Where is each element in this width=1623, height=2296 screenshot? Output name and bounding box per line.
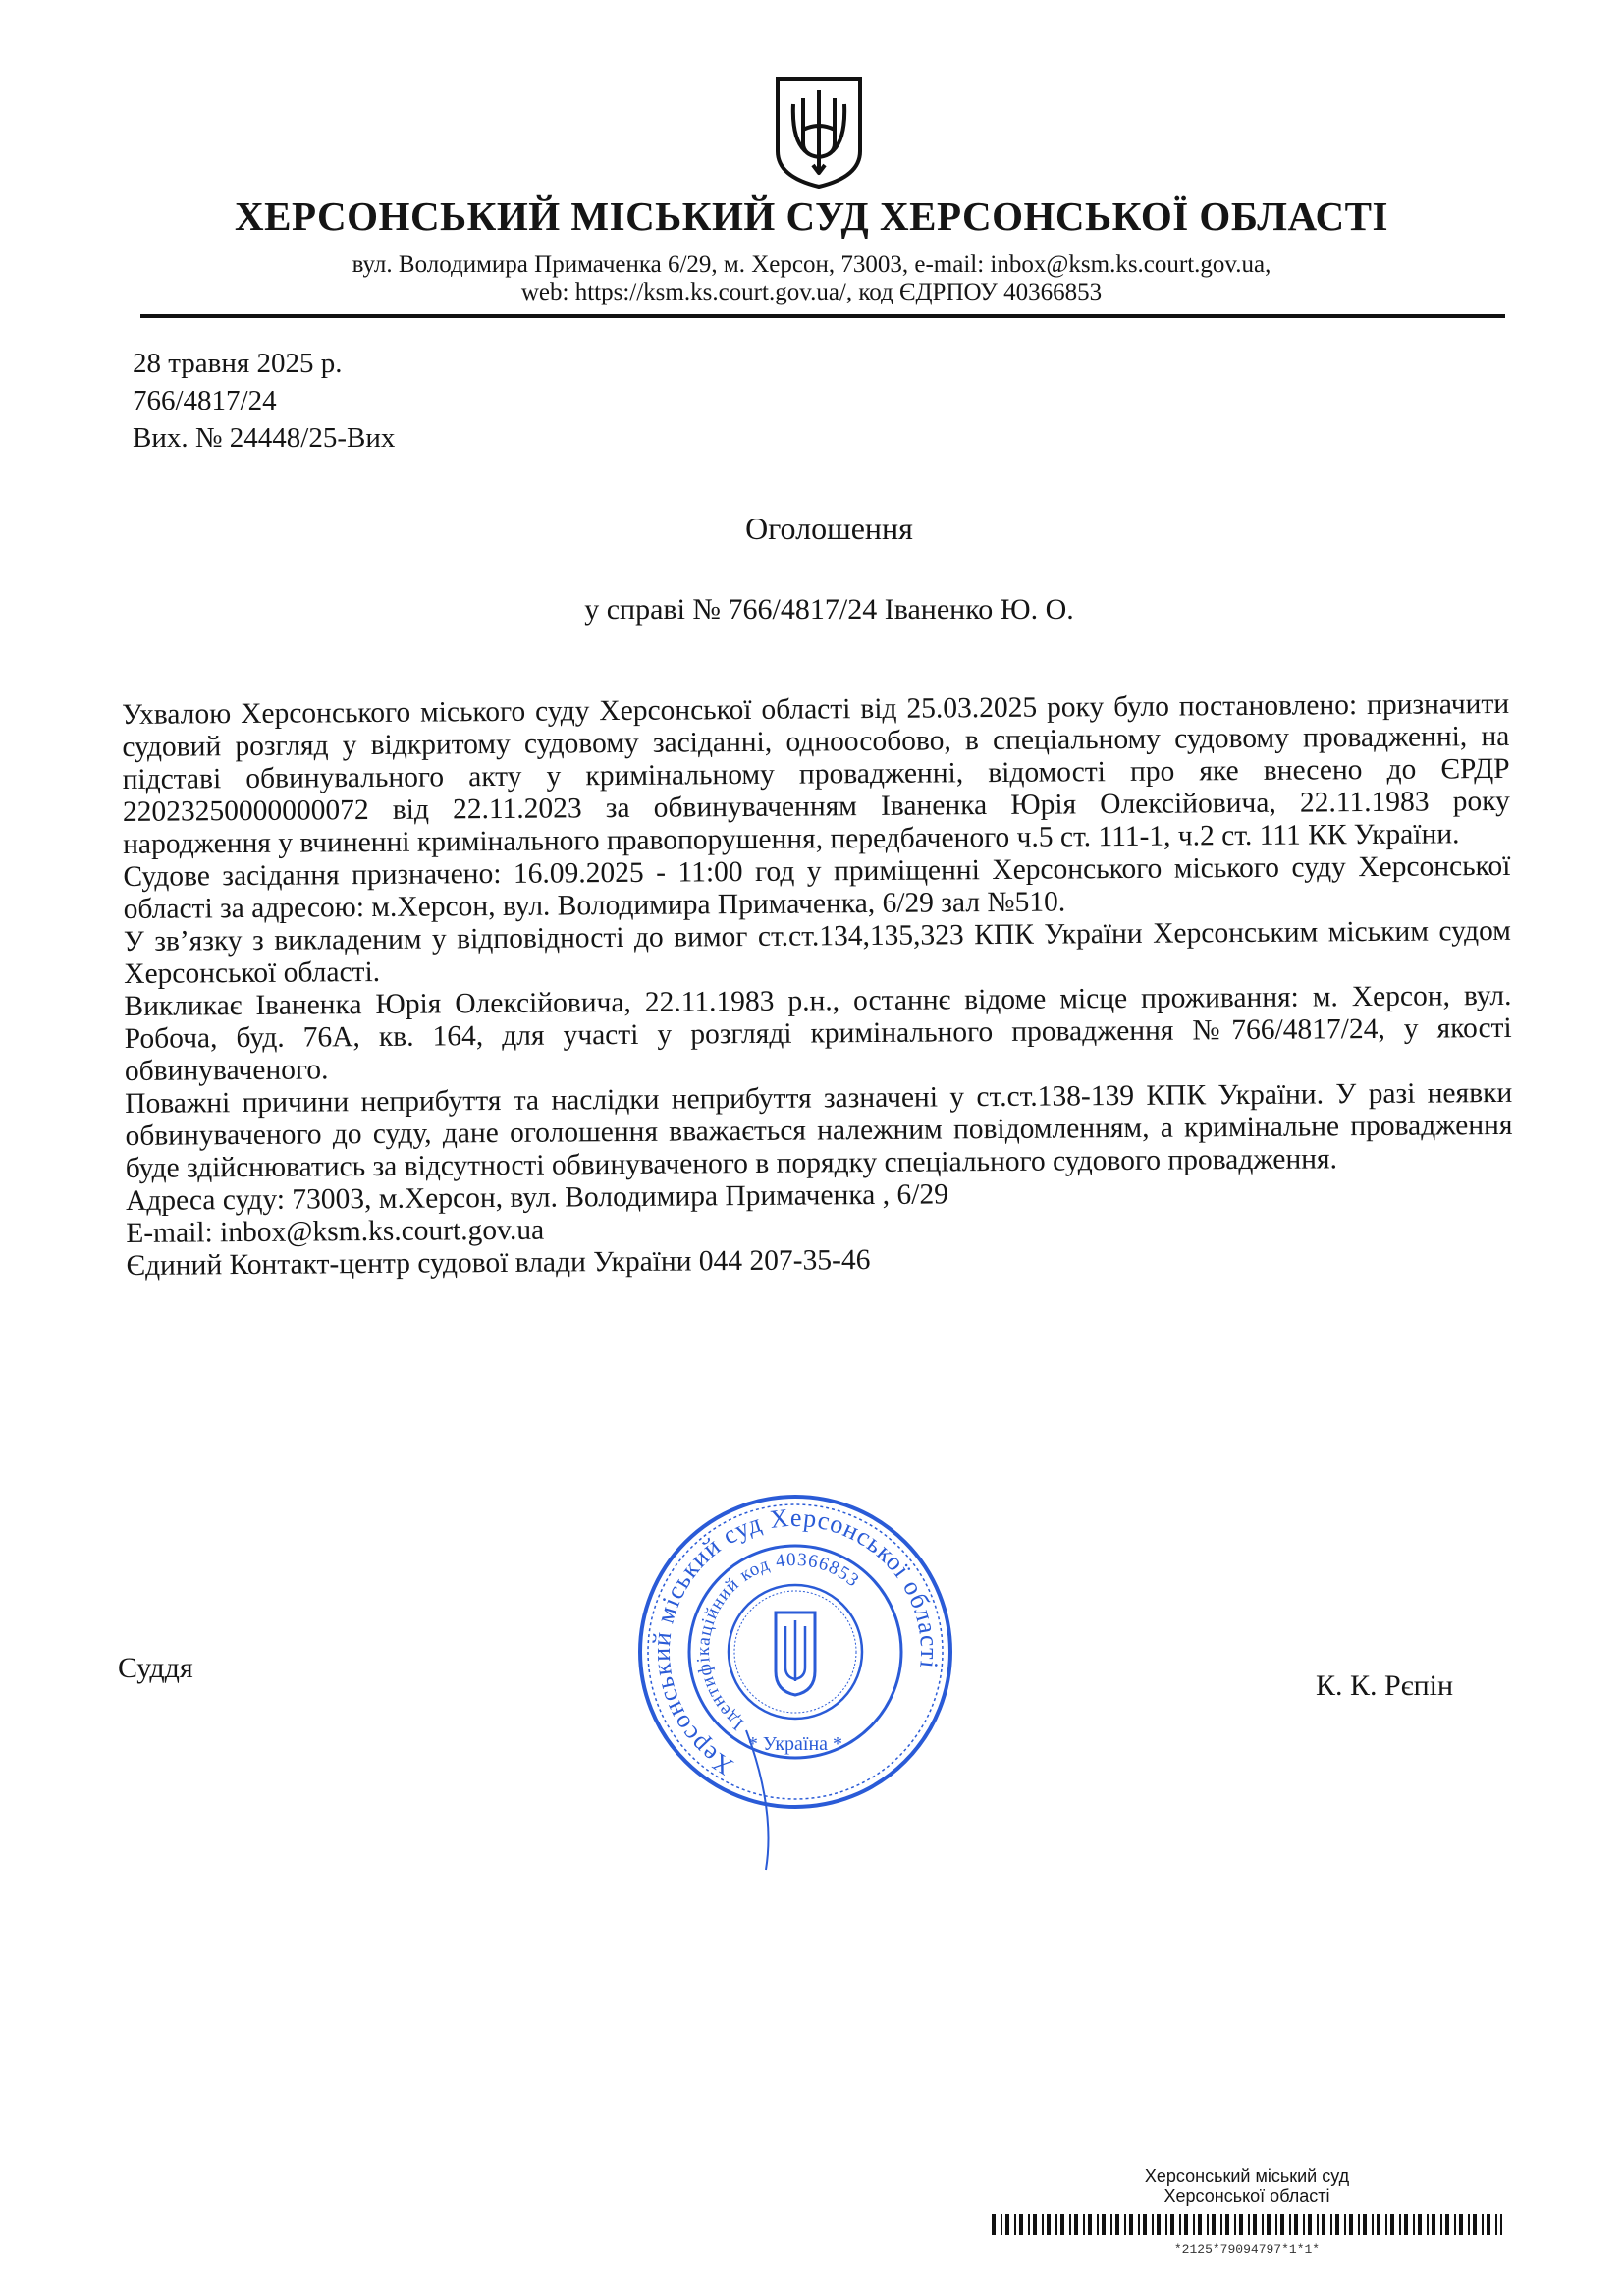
barcode-bar xyxy=(1042,2214,1044,2235)
barcode-bar xyxy=(1069,2214,1071,2235)
court-name: ХЕРСОНСЬКИЙ МІСЬКИЙ СУД ХЕРСОНСЬКОЇ ОБЛАСТІ xyxy=(235,193,1388,239)
barcode-bar xyxy=(1385,2214,1387,2235)
stamp-line2: Херсонської області xyxy=(1163,2186,1330,2206)
barcode-bar xyxy=(1047,2214,1051,2235)
barcode-bar xyxy=(1294,2214,1298,2235)
seal-inner-text: Ідентифікаційний код 40366853 xyxy=(693,1549,864,1734)
barcode-bar xyxy=(1289,2214,1291,2235)
barcode-bar xyxy=(1473,2214,1477,2235)
barcode-bar xyxy=(1495,2214,1497,2235)
paragraph-summons: Викликає Іваненка Юрія Олексійовича, 22.11.1983 р.н., останнє відоме місце проживання: м. Херсон, вул. Робоча, буд. 76А, кв. 164, для участі у розгляді кримінального провадження №766/4817/24, у якості обвинуваченого. xyxy=(124,979,1512,1087)
barcode-bar xyxy=(1170,2214,1174,2235)
barcode-bar xyxy=(1454,2214,1456,2235)
barcode-bar xyxy=(1157,2214,1161,2235)
barcode-bar xyxy=(1184,2214,1188,2235)
barcode-bar xyxy=(1445,2214,1449,2235)
signature-name: К. К. Рєпін xyxy=(1316,1669,1454,1702)
barcode-bar xyxy=(1193,2214,1195,2235)
paragraph-ruling: Ухвалою Херсонського міського суду Херсонської області від 25.03.2025 року було постановлено: призначити судовий розгляд у відкритому судовому засіданні, одноособово, в спеціальному судовому провадженні, на підставі обвинувального акту у кримінальному провадженні, відомості про яке внесено до ЄРДР 22023250000000072 від 22.11.2023 за обвинуваченням Іваненка Юрія Олексійовича, 22.11.1983 року народження у вчиненні кримінального правопорушення, передбаченого ч.5 ст. 111-1, ч.2 ст. 111 КК України. xyxy=(122,687,1510,860)
barcode-bar xyxy=(1019,2214,1023,2235)
barcode-bar xyxy=(1083,2214,1085,2235)
barcode-bar xyxy=(1317,2214,1319,2235)
barcode-bar xyxy=(1440,2214,1442,2235)
registration-stamp xyxy=(992,2166,1502,2257)
barcode-bar xyxy=(1267,2214,1271,2235)
barcode-bar xyxy=(1358,2214,1360,2235)
stamp-line1: Херсонський міський суд xyxy=(1144,2166,1350,2186)
paragraph-basis: У зв’язку з викладеним у відповідності до вимог ст.ст.134,135,323 КПК України Херсонським міським судом Херсонської області. xyxy=(123,914,1512,990)
barcode-bar xyxy=(1102,2214,1106,2235)
barcode-bar xyxy=(1253,2214,1257,2235)
barcode-bar xyxy=(1322,2214,1325,2235)
barcode-bar xyxy=(1110,2214,1112,2235)
barcode-bar xyxy=(1335,2214,1339,2235)
paragraph-hearing: Судове засідання призначено: 16.09.2025 - 11:00 год у приміщенні Херсонського міського суду Херсонської області за адресою: м.Херсон, вул. Володимира Примаченка, 6/29 зал №510. xyxy=(123,849,1511,925)
barcode-bar xyxy=(1262,2214,1264,2235)
case-number: 766/4817/24 xyxy=(133,385,277,416)
barcode-bar xyxy=(1165,2214,1167,2235)
barcode-bar xyxy=(1060,2214,1064,2235)
barcode-bar xyxy=(1138,2214,1140,2235)
barcode-bar xyxy=(1014,2214,1016,2235)
document-date: 28 травня 2025 р. xyxy=(133,348,343,379)
barcode-bar xyxy=(1220,2214,1222,2235)
barcode-bar xyxy=(1143,2214,1147,2235)
barcode-bar xyxy=(1179,2214,1181,2235)
barcode-bar xyxy=(1468,2214,1470,2235)
barcode-bar xyxy=(1399,2214,1401,2235)
barcode-bar xyxy=(1303,2214,1305,2235)
outgoing-number: Вих. № 24448/25-Вих xyxy=(133,422,396,454)
barcode-bar xyxy=(1372,2214,1374,2235)
barcode-bar xyxy=(1413,2214,1415,2235)
court-web-and-code: web: https://ksm.ks.court.gov.ua/, код ЄДРПОУ 40366853 xyxy=(520,279,1103,305)
paragraph-consequences: Поважні причини неприбуття та наслідки неприбуття зазначені у ст.ст.138-139 КПК України. У разі неявки обвинуваченого до суду, дане оголошення вважається належним повідомленням, а кримінальне провадження буде здійснюватись за відсутності обвинуваченого в порядку спеціального судового провадження. xyxy=(125,1076,1513,1184)
barcode-bar xyxy=(1404,2214,1408,2235)
barcode-bar xyxy=(1055,2214,1057,2235)
seal-outer-text: Херсонський міський суд Херсонської області xyxy=(646,1503,945,1781)
barcode-bar xyxy=(1500,2214,1502,2235)
coat-of-arms-icon xyxy=(774,75,864,191)
barcode-bar xyxy=(1028,2214,1030,2235)
barcode-bar xyxy=(1390,2214,1394,2235)
barcode-bar xyxy=(1234,2214,1236,2235)
announcement-body xyxy=(122,688,1514,1283)
barcode-bar xyxy=(1239,2214,1243,2235)
barcode-bar xyxy=(1330,2214,1332,2235)
barcode-bar xyxy=(1129,2214,1133,2235)
barcode-bar xyxy=(1097,2214,1099,2235)
barcode-bar xyxy=(1212,2214,1216,2235)
barcode-bar xyxy=(1074,2214,1078,2235)
barcode-bar xyxy=(1427,2214,1429,2235)
barcode-bar xyxy=(1001,2214,1002,2235)
barcode-bar xyxy=(1207,2214,1209,2235)
barcode-bar xyxy=(1487,2214,1490,2235)
barcode-bar xyxy=(1308,2214,1312,2235)
barcode-bar xyxy=(1248,2214,1250,2235)
barcode-bar xyxy=(1088,2214,1092,2235)
barcode-bar xyxy=(1152,2214,1154,2235)
header-divider xyxy=(140,314,1505,318)
barcode-bar xyxy=(1005,2214,1009,2235)
barcode-bar xyxy=(1377,2214,1380,2235)
seal-bottom-text: * Україна * xyxy=(747,1733,843,1755)
barcode-bar xyxy=(1363,2214,1367,2235)
paragraph-email: E-mail: inbox@ksm.ks.court.gov.ua xyxy=(126,1214,545,1249)
barcode-bar xyxy=(1124,2214,1126,2235)
barcode-bar xyxy=(1344,2214,1346,2235)
barcode-bar xyxy=(1225,2214,1229,2235)
barcode-bar xyxy=(1275,2214,1277,2235)
barcode-bar xyxy=(992,2214,996,2235)
document-title: Оголошення xyxy=(745,511,913,546)
paragraph-contact-center: Єдиний Контакт-центр судової влади України 044 207-35-46 xyxy=(126,1244,871,1282)
barcode-bar xyxy=(1459,2214,1463,2235)
barcode-bar xyxy=(1115,2214,1119,2235)
barcode-icon xyxy=(992,2214,1502,2235)
barcode-bar xyxy=(1418,2214,1422,2235)
barcode-code: *2125*79094797*1*1* xyxy=(1173,2242,1321,2257)
signature-role: Суддя xyxy=(118,1652,193,1684)
barcode-bar xyxy=(1482,2214,1484,2235)
court-address: вул. Володимира Примаченка 6/29, м. Херсон, 73003, e-mail: inbox@ksm.ks.court.gov.ua, xyxy=(352,251,1271,278)
barcode-bar xyxy=(1033,2214,1037,2235)
paragraph-court-address: Адреса суду: 73003, м.Херсон, вул. Володимира Примаченка , 6/29 xyxy=(125,1178,949,1217)
barcode-bar xyxy=(1432,2214,1435,2235)
barcode-bar xyxy=(1280,2214,1284,2235)
document-subtitle: у справі № 766/4817/24 Іваненко Ю. О. xyxy=(584,593,1074,626)
court-seal-icon xyxy=(628,1485,962,1878)
barcode-bar xyxy=(1349,2214,1353,2235)
barcode-bar xyxy=(1198,2214,1202,2235)
